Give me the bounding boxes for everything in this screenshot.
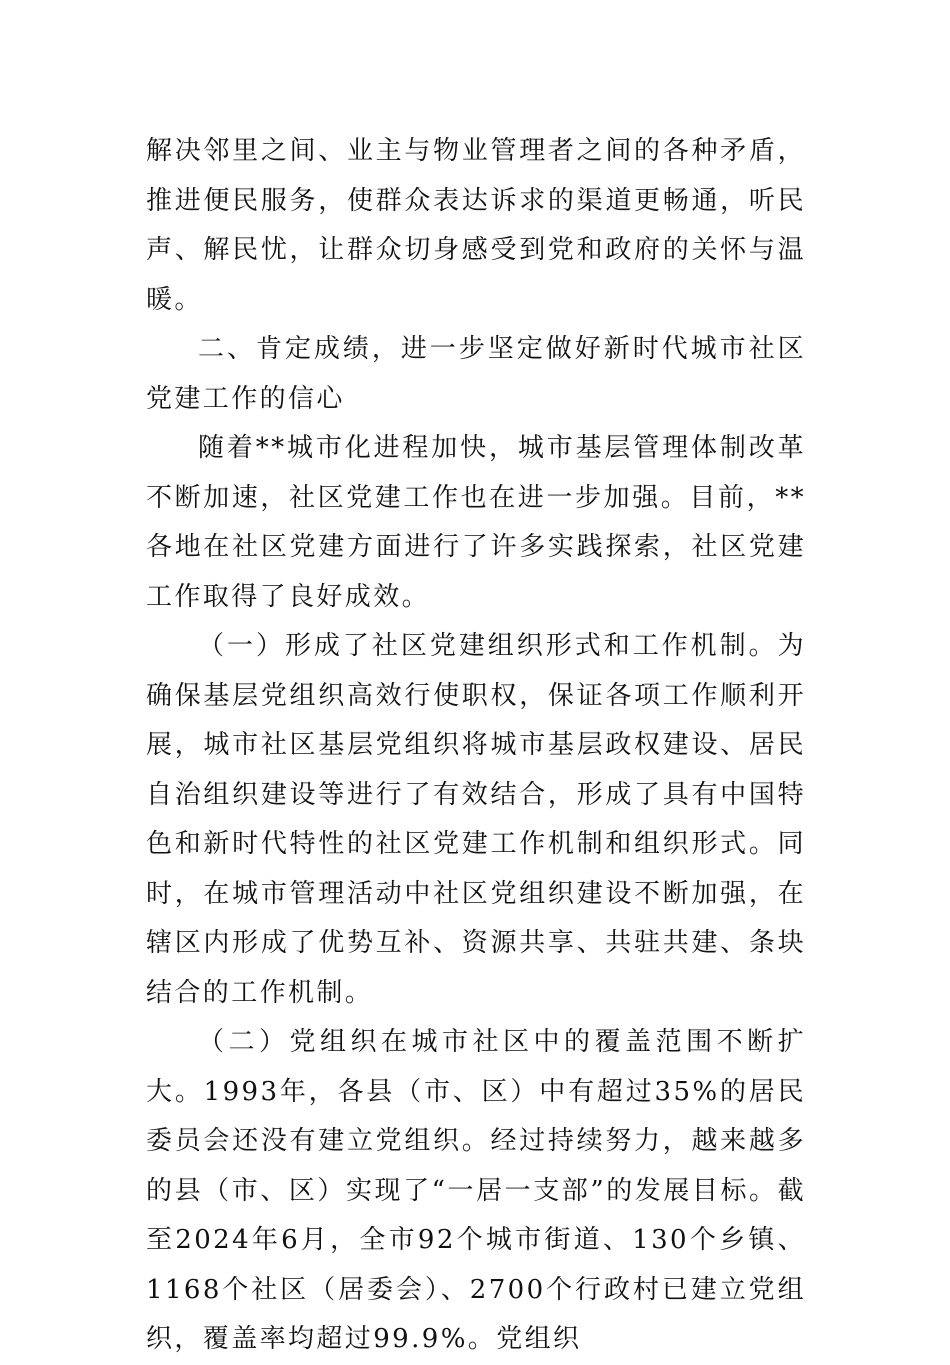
section-heading-2: 二、肯定成绩，进一步坚定做好新时代城市社区党建工作的信心	[146, 334, 806, 414]
document-body	[146, 127, 806, 1365]
paragraph-continuation: 解决邻里之间、业主与物业管理者之间的各种矛盾，推进便民服务，使群众表达诉求的渠道更畅通，听民声、解民忧，让群众切身感受到党和政府的关怀与温暖。	[146, 136, 806, 315]
paragraph-subsection-2: （二）党组织在城市社区中的覆盖范围不断扩大。1993年，各县（市、区）中有超过35%的居民委员会还没有建立党组织。经过持续努力，越来越多的县（市、区）实现了“一居一支部”的发展目标。截至2024年6月，全市92个城市街道、130个乡镇、1168个社区（居委会）、2700个行政村已建立党组织，覆盖率均超过99.9%。党组织	[146, 1027, 806, 1354]
paragraph-intro: 随着**城市化进程加快，城市基层管理体制改革不断加速，社区党建工作也在进一步加强。目前，**各地在社区党建方面进行了许多实践探索，社区党建工作取得了良好成效。	[146, 433, 806, 612]
paragraph-subsection-1: （一）形成了社区党建组织形式和工作机制。为确保基层党组织高效行使职权，保证各项工作顺利开展，城市社区基层党组织将城市基层政权建设、居民自治组织建设等进行了有效结合，形成了具有中国特色和新时代特性的社区党建工作机制和组织形式。同时，在城市管理活动中社区党组织建设不断加强，在辖区内形成了优势互补、资源共享、共驻共建、条块结合的工作机制。	[146, 631, 806, 1008]
